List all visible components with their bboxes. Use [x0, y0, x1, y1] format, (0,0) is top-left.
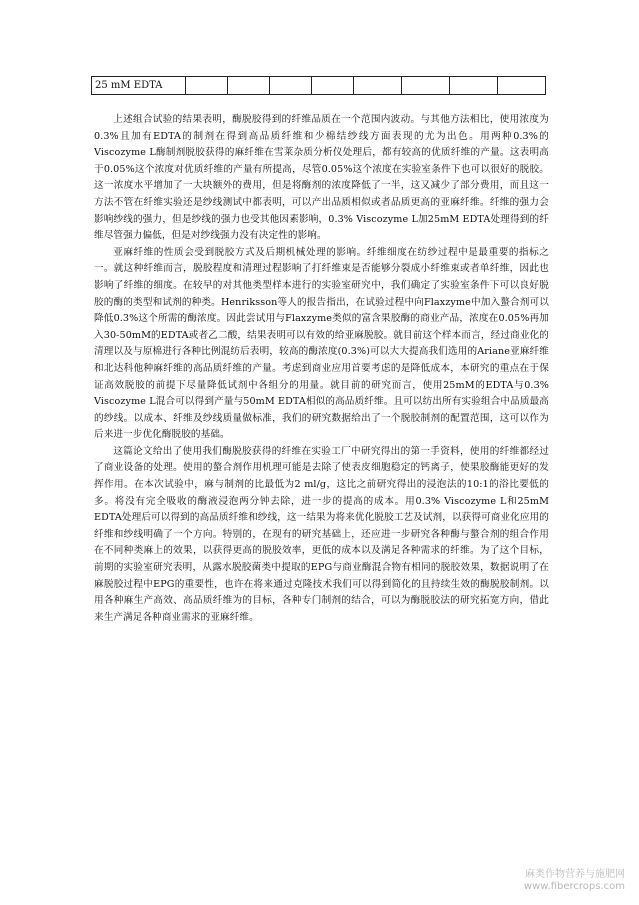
- table-cell: [402, 77, 450, 95]
- paragraph: 这篇论文给出了使用我们酶脱胶获得的纤维在实验工厂中研究得出的第一手资料，使用的纤维都经过了商业设备的处理。使用的螯合剂作用机理可能是去除了使表皮细胞稳定的钙离子，使果胶酶能更好的发挥作用。在本次试验中，麻与制剂的比最低为2 ml/g，这比之前研究得出的浸泡法的10:1的浴比要低的多。将没有完全吸收的酶液浸泡两分钟去除，进一步的提高的成本。用0.3% Viscozyme L和25mM EDTA处理后可以得到的高品质纤维和纱线，这一结果为将来优化脱胶工艺及试剂，以获得可商业化应用的纤维和纱线明确了一个方向。特别的，在现有的研究基础上，还应进一步研究各种酶与螯合剂的组合作用在不同种类麻上的效果，以获得更高的脱胶效率，更低的成本以及满足各种需求的纤维。为了这个目标，前期的实验室研究表明，从露水脱胶菌类中提取的EPG与商业酶混合物有相同的脱胶效果，数据说明了在麻脱胶过程中EPG的重要性，也许在将来通过克隆技术我们可以得到简化的且持续生效的酶脱胶制剂。以用各种麻生产高效、高品质纤维为的目标，各种专门制剂的结合，可以为酶脱胶法的研究拓宽方向，借此来生产满足各种商业需求的亚麻纤维。: [94, 445, 549, 623]
- table-cell: 25 mM EDTA: [92, 77, 186, 95]
- table-cell: [228, 77, 270, 95]
- watermark-site-name: 麻类作物营养与施肥网: [525, 869, 625, 880]
- data-table: [91, 76, 546, 95]
- table-cell: [498, 77, 546, 95]
- table-cell: [450, 77, 498, 95]
- paragraph: 上述组合试验的结果表明，酶脱胶得到的纤维品质在一个范围内波动。与其他方法相比，使用浓度为0.3%且加有EDTA的制剂在得到高品质纤维和少棉结纱线方面表现的尤为出色。用两种0.3%的Viscozyme L酶制剂脱胶获得的麻纤维在雪莱杂质分析仪处理后，都有较高的优质纤维的产量。这表明高于0.05%这个浓度对优质纤维的产量有所提高，尽管0.05%这个浓度在实验室条件下也可以很好的脱胶。这一浓度水平增加了一大块额外的费用，但是将酶剂的浓度降低了一半，这又减少了部分费用，而且这一方法不管在纤维实验还是纱线测试中都表明，可以产出品质相似或者品质更高的亚麻纤维。纤维的强力会影响纱线的强力，但是纱线的强力也受其他因素影响，0.3% Viscozyme L加25mM EDTA处理得到的纤维尽管强力偏低，但是对纱线强力没有决定性的影响。: [94, 114, 549, 242]
- table-row: [92, 77, 546, 95]
- table-cell: [270, 77, 312, 95]
- table-cell: [312, 77, 354, 95]
- site-watermark: [524, 869, 625, 893]
- table-cell: [186, 77, 228, 95]
- table-cell: [354, 77, 402, 95]
- paragraph: 亚麻纤维的性质会受到脱胶方式及后期机械处理的影响。纤维细度在纺纱过程中是最重要的指标之一。就这种纤维而言，脱胶程度和清理过程影响了打纤维束是否能够分裂成小纤维束或者单纤维，因此也影响了纤维的细度。在较早的对其他类型样本进行的实验室研究中，我们确定了实验室条件下可以良好脱胶的酶的类型和试剂的种类。Henriksson等人的报告指出，在试验过程中向Flaxzyme中加入螯合剂可以降低0.3%这个所需的酶浓度。因此尝试用与Flaxzyme类似的富含果胶酶的商业产品，浓度在0.05%再加入30-50mM的EDTA或者乙二酸，结果表明可以有效的给亚麻脱胶。就目前这个样本而言，经过商业化的清理以及与原棉进行各种比例混纺后表明，较高的酶浓度(0.3%)可以大大提高我们选用的Ariane亚麻纤维和北达科他种麻纤维的高品质纤维的产量。考虑到商业应用首要考虑的是降低成本，本研究的重点在于保证高效脱胶的前提下尽量降低试剂中各组分的用量。就目前的研究而言，使用25mM的EDTA与0.3% Viscozyme L混合可以得到产量与50mM EDTA相似的高品质纤维。且可以纺出所有实验组合中品质最高的纱线。以成本、纤维及纱线质量做标准，我们的研究数据给出了一个脱胶制剂的配置范围，这可以作为后来进一步优化酶脱胶的基础。: [94, 246, 549, 441]
- watermark-url: www.fibercrops.com: [523, 881, 625, 892]
- body-text: [94, 112, 549, 626]
